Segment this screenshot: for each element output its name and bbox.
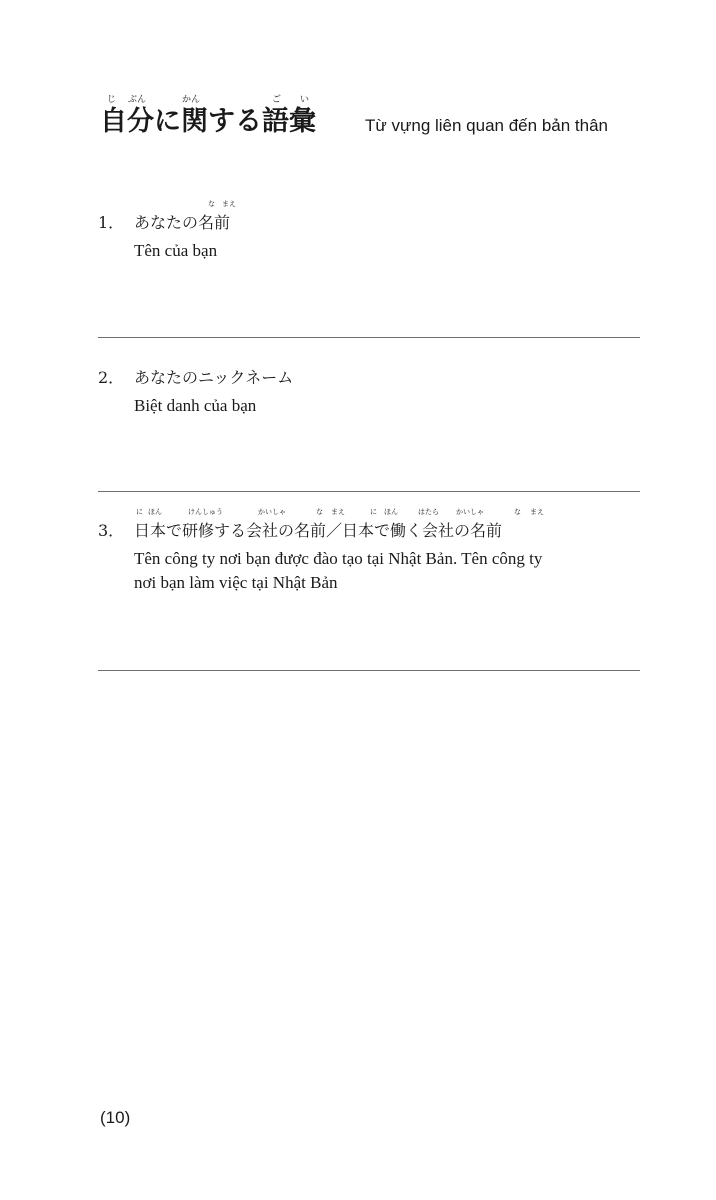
entry-vietnamese: Tên của bạn	[134, 241, 218, 260]
page-title: 自分に関する語彙	[100, 106, 316, 137]
ruby-text: まえ	[331, 508, 345, 516]
entry-japanese: あなたの名前	[134, 213, 231, 232]
divider	[98, 491, 640, 492]
ruby-text: ほん	[384, 508, 398, 516]
entry-heading	[98, 365, 640, 388]
divider	[98, 337, 640, 338]
ruby-text: ご	[272, 95, 282, 105]
ruby-text: ほん	[148, 508, 162, 516]
entry-number: 2．	[98, 368, 125, 387]
ruby-text: な	[316, 508, 323, 516]
divider	[98, 670, 640, 671]
ruby-text: はたら	[418, 508, 439, 516]
page-number: (10)	[100, 1108, 131, 1127]
entry-3	[98, 508, 640, 595]
ruby-text: い	[300, 95, 310, 105]
ruby-text: ぶん	[128, 95, 147, 105]
ruby-text: まえ	[222, 200, 236, 208]
entry-vietnamese: Biệt danh của bạn	[134, 396, 257, 415]
ruby-text: な	[208, 200, 215, 208]
ruby-text: けんしゅう	[188, 508, 223, 516]
ruby-text: に	[370, 508, 377, 516]
page-header	[100, 92, 660, 142]
entry-japanese: あなたのニックネーム	[134, 368, 294, 387]
entry-japanese: 日本で研修する会社の名前／日本で働く会社の名前	[134, 521, 503, 540]
ruby-text: まえ	[530, 508, 544, 516]
entry-2	[98, 365, 640, 418]
ruby-text: かいしゃ	[456, 508, 484, 516]
entry-heading	[98, 508, 640, 541]
entry-1	[98, 200, 640, 263]
page-subtitle: Từ vựng liên quan đến bản thân	[365, 116, 608, 135]
entry-number: 3．	[98, 521, 125, 540]
entry-heading	[98, 200, 640, 233]
ruby-text: かいしゃ	[258, 508, 286, 516]
entry-number: 1．	[98, 213, 125, 232]
ruby-text: かん	[182, 95, 201, 105]
entry-vietnamese: Tên công ty nơi bạn được đào tạo tại Nhật Bản. Tên công ty nơi bạn làm việc tại Nhật Bản	[134, 549, 543, 592]
ruby-text: じ	[107, 95, 117, 105]
ruby-text: に	[136, 508, 143, 516]
ruby-text: な	[514, 508, 521, 516]
